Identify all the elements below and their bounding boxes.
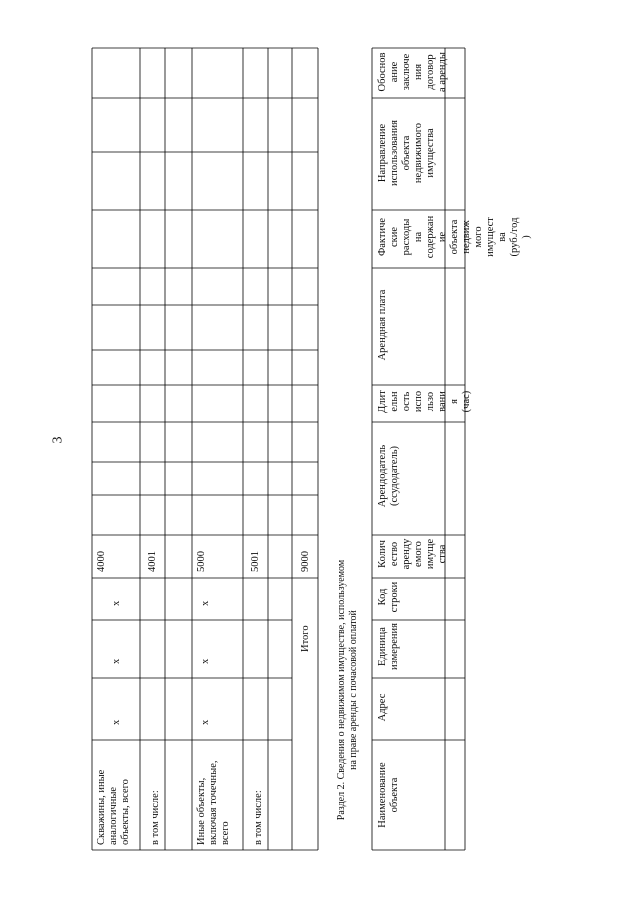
- header-address: Адрес: [377, 693, 388, 722]
- cell-x: х: [200, 600, 211, 606]
- cell-x: х: [111, 658, 122, 664]
- header-actual-costs: Фактиче ские расходы на содержан ие объекта недвиж мого имущест ва (руб./год ): [377, 215, 532, 259]
- page-number: 3: [50, 436, 66, 444]
- header-unit: Единица измерения: [377, 623, 400, 670]
- header-rent: Арендная плата: [377, 289, 388, 361]
- row-code: 4001: [147, 551, 158, 572]
- total-label: Итого: [300, 625, 311, 652]
- cell-x: х: [200, 658, 211, 664]
- header-justification: Обоснов ание заключе ния договор а аренды: [377, 52, 448, 92]
- header-duration: Длит ельн ость испо льзо вани я (час): [377, 390, 472, 413]
- header-lessor: Арендодатель (ссудодатель): [377, 444, 400, 508]
- header-line-code: Код строки: [377, 581, 400, 613]
- table1-grid: [92, 48, 318, 850]
- row-name: в том числе:: [253, 790, 264, 845]
- row-code: 9000: [300, 551, 311, 572]
- header-name: Наименование объекта: [377, 762, 400, 828]
- header-quantity: Колич ество аренду емого имуще ства: [377, 538, 448, 570]
- section2-heading: Раздел 2. Сведения о недвижимом имуществе, используемом на праве аренды с почасовой оплатой: [336, 559, 359, 821]
- row-code: 5001: [250, 551, 261, 572]
- row-code: 5000: [196, 551, 207, 572]
- row-code: 4000: [96, 551, 107, 572]
- cell-x: х: [200, 719, 211, 725]
- row-name: в том числе:: [150, 790, 161, 845]
- row-name: Скважины, иные аналогичные объекты, всего: [96, 769, 131, 845]
- row-name: Иные объекты, включая точечные, всего: [196, 760, 231, 845]
- cell-x: х: [111, 719, 122, 725]
- header-usage-direction: Направление использования объекта недвижимого имущества: [377, 120, 436, 186]
- cell-x: х: [111, 600, 122, 606]
